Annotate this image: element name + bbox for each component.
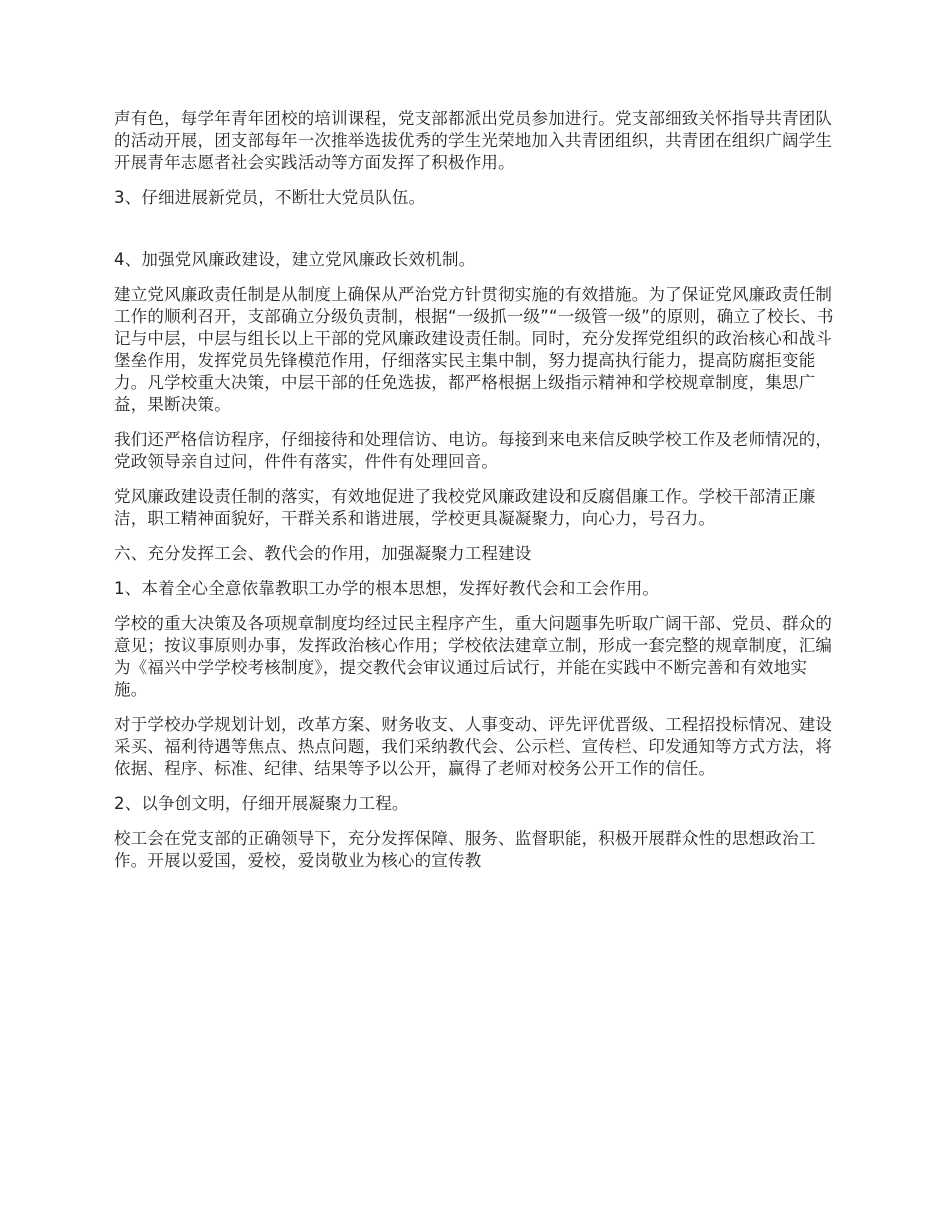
heading-section-six: 六、充分发挥工会、教代会的作用，加强凝聚力工程建设	[114, 544, 532, 563]
paragraph-petitions: 我们还严格信访程序，仔细接待和处理信访、电访。每接到来电来信反映学校工作及老师情况的，党政领导亲自过问，件件有落实，件件有处理回音。	[114, 430, 833, 471]
paragraph-democratic-procedure: 学校的重大决策及各项规章制度均经过民主程序产生，重大问题事先听取广阔干部、党员、群众的意见；按议事原则办事，发挥政治核心作用；学校依法建章立制，形成一套完整的规章制度，汇编为《福兴中学学校考核制度》，提交教代会审议通过后试行，并能在实践中不断完善和有效地实施。	[114, 614, 833, 699]
heading-staff-congress: 1、本着全心全意依靠教职工办学的根本思想，发挥好教代会和工会作用。	[114, 579, 660, 598]
heading-new-members: 3、仔细进展新党员，不断壮大党员队伍。	[114, 188, 426, 207]
heading-cohesion-project: 2、以争创文明，仔细开展凝聚力工程。	[114, 794, 409, 813]
paragraph-youth-league: 声有色，每学年青年团校的培训课程，党支部都派出党员参加进行。党支部细致关怀指导共青团队的活动开展，团支部每年一次推举选拔优秀的学生光荣地加入共青团组织，共青团在组织广阔学生开展青年志愿者社会实践活动等方面发挥了积极作用。	[114, 109, 833, 172]
document-page	[114, 108, 840, 885]
paragraph-responsibility-system: 建立党风廉政责任制是从制度上确保从严治党方针贯彻实施的有效措施。为了保证党风廉政责任制工作的顺利召开，支部确立分级负责制，根据“一级抓一级”“一级管一级”的原则，确立了校长、书记与中层，中层与组长以上干部的党风廉政建设责任制。同时，充分发挥党组织的政治核心和战斗堡垒作用，发挥党员先锋模范作用，仔细落实民主集中制，努力提高执行能力，提高防腐拒变能力。凡学校重大决策，中层干部的任免选拔，都严格根据上级指示精神和学校规章制度，集思广益，果断决策。	[114, 285, 834, 414]
blank-gap	[114, 222, 840, 249]
paragraph-affairs-disclosure: 对于学校办学规划计划，改革方案、财务收支、人事变动、评先评优晋级、工程招投标情况、建设采买、福利待遇等焦点、热点问题，我们采纳教代会、公示栏、宣传栏、印发通知等方式方法，将依据、程序、标准、纪律、结果等予以公开，赢得了老师对校务公开工作的信任。	[114, 715, 833, 778]
paragraph-union-work: 校工会在党支部的正确领导下，充分发挥保障、服务、监督职能，积极开展群众性的思想政治工作。开展以爱国，爱校，爱岗敬业为核心的宣传教	[114, 829, 816, 870]
paragraph-integrity-results: 党风廉政建设责任制的落实，有效地促进了我校党风廉政建设和反腐倡廉工作。学校干部清正廉洁，职工精神面貌好，干群关系和谐进展，学校更具凝凝聚力，向心力，号召力。	[114, 487, 816, 528]
heading-integrity-building: 4、加强党风廉政建设，建立党风廉政长效机制。	[114, 250, 476, 269]
